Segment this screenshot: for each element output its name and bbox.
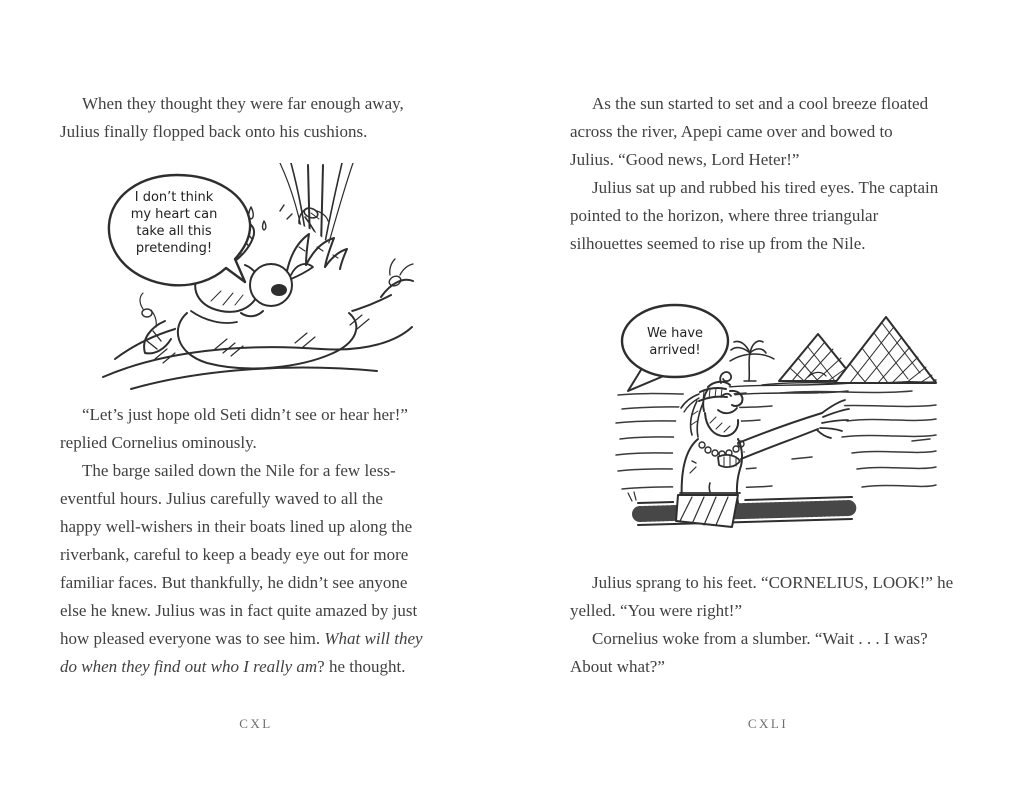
text-line: “Let’s just hope old Seti didn’t see or hear her!” (82, 405, 408, 424)
cushion-tassel-left (140, 293, 156, 327)
right-text-bottom (570, 569, 990, 681)
text-line: eventful hours. Julius carefully waved to all the (60, 489, 383, 508)
paragraph (60, 401, 472, 457)
cushion-corner-right (381, 280, 413, 297)
river-lines (616, 391, 936, 489)
paragraph (570, 569, 990, 625)
palm-tree-icon (731, 341, 766, 381)
text-line: pointed to the horizon, where three triangular (570, 206, 879, 225)
text-line: riverbank, careful to keep a beady eye out for more (60, 545, 409, 564)
text-line: Julius sprang to his feet. “CORNELIUS, LOOK!” he (592, 573, 954, 592)
text-line: As the sun started to set and a cool breeze floated (592, 94, 929, 113)
paragraph (570, 625, 990, 681)
text-line: Cornelius woke from a slumber. “Wait . . . I was? (592, 629, 928, 648)
text-line: About what?” (570, 657, 665, 676)
zebra-nostril (271, 284, 287, 296)
navel (709, 483, 710, 492)
text-line: silhouettes seemed to rise up from the Nile. (570, 234, 866, 253)
text-line: happy well-wishers in their boats lined up along the (60, 517, 413, 536)
paragraph (60, 90, 472, 146)
text-line: Julius. “Good news, Lord Heter!” (570, 150, 800, 169)
paragraph (60, 457, 472, 681)
julius-cushions-illustration (95, 163, 415, 393)
hand-on-chest (718, 455, 740, 467)
cushion-tassel-right (388, 259, 413, 288)
apepi-arrival-illustration (612, 297, 938, 545)
text-line: familiar faces. But thankfully, he didn’t see anyone (60, 573, 408, 592)
folio-right: CXLI (747, 716, 789, 731)
text-line: yelled. “You were right!” (570, 601, 743, 620)
paragraph (570, 174, 990, 258)
right-text-top (570, 90, 990, 258)
text-line: The barge sailed down the Nile for a few less- (82, 461, 396, 480)
pyramid-large (835, 317, 936, 383)
text-line: Julius finally flopped back onto his cushions. (60, 122, 368, 141)
text-line: else he knew. Julius was in fact quite amazed by just (60, 601, 418, 620)
speech-bubble-text: I don’t think my heart can take all this pretending! (130, 190, 218, 257)
text-line: When they thought they were far enough away, (82, 94, 404, 113)
left-text-top (60, 90, 472, 146)
text-line: across the river, Apepi came over and bowed to (570, 122, 893, 141)
paragraph (570, 90, 990, 174)
kilt (676, 493, 740, 527)
text-line: do when they find out who I really am? he thought. (60, 657, 406, 676)
text-line: how pleased everyone was to see him. What will they (60, 629, 423, 648)
zebra-cheek (250, 264, 292, 306)
text-line: replied Cornelius ominously. (60, 433, 257, 452)
left-text-bottom (60, 401, 472, 681)
cushion-bottom-edge (131, 368, 377, 389)
folio-left: CXL (239, 716, 273, 731)
text-line: Julius sat up and rubbed his tired eyes. The captain (592, 178, 939, 197)
speech-bubble-text: We have arrived! (646, 326, 704, 359)
